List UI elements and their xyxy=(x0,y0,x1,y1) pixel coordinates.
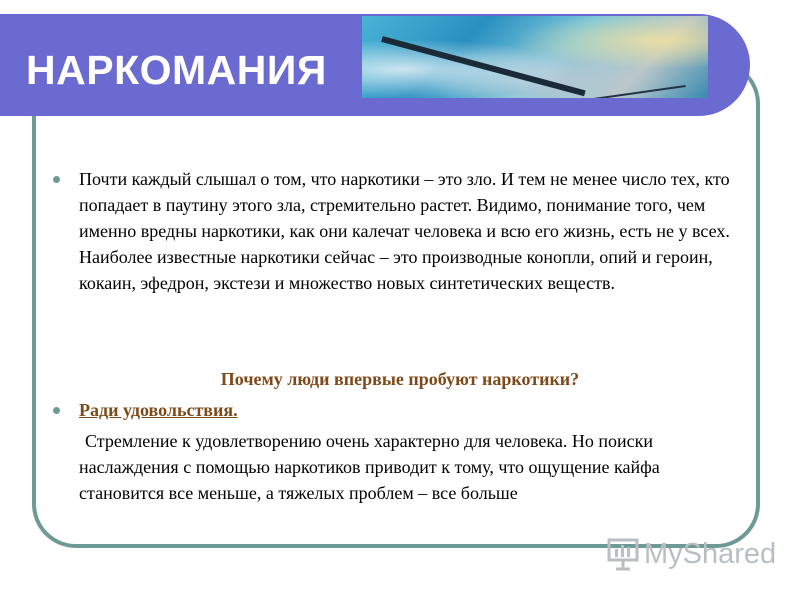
round-bullet-icon xyxy=(53,176,60,183)
slide-title: НАРКОМАНИЯ xyxy=(26,47,327,93)
explanation-paragraph xyxy=(79,428,749,506)
reason-link[interactable]: Ради удовольствия. xyxy=(79,400,238,420)
question-heading: Почему люди впервые пробуют наркотики? xyxy=(220,369,580,389)
needle-shape xyxy=(586,85,685,98)
header-image xyxy=(362,16,708,98)
round-bullet-icon xyxy=(53,407,60,414)
watermark-text: MyShared xyxy=(644,538,777,570)
presentation-board-icon xyxy=(606,536,642,572)
syringe-shape xyxy=(381,36,585,96)
intro-paragraph: Почти каждый слышал о том, что наркотики – это зло. И тем не менее число тех, кто попадает в паутину этого зла, стремительно растет. Видимо, понимание того, чем именно вредны наркотики, как они калечат человека и всю его жизнь, есть не у всех. Наиболее известные наркотики сейчас – это производные конопли, опий и героин, кокаин, эфедрон, экстези и множество новых синтетических веществ. xyxy=(79,169,730,293)
title-underline xyxy=(40,118,706,121)
explanation-text: Стремление к удовлетворению очень характерно для человека. Но поиски наслаждения с помощью наркотиков приводит к тому, что ощущение кайфа становится все меньше, а тяжелых проблем – все больше xyxy=(79,431,660,503)
watermark xyxy=(606,536,776,576)
